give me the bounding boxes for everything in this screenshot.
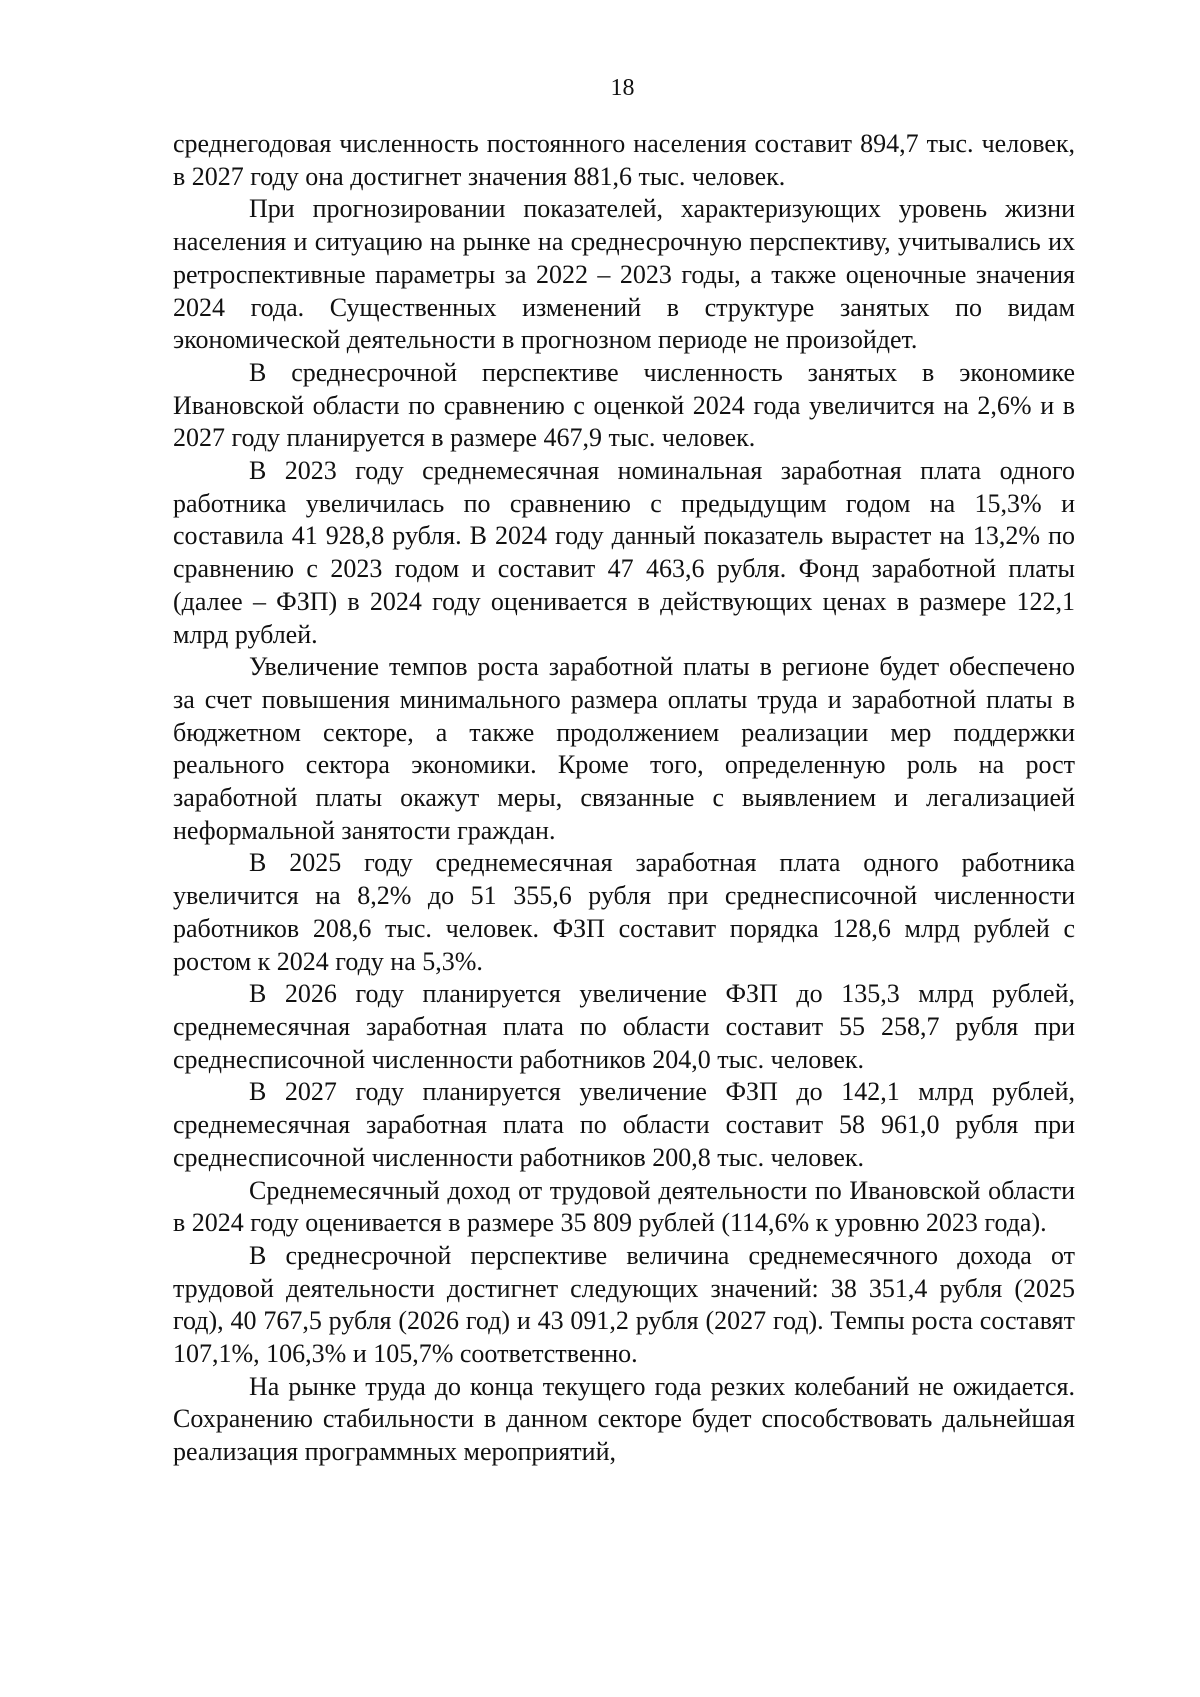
paragraph-wages-2025: В 2025 году среднемесячная заработная плата одного работника увеличится на 8,2% до 51 355,6 рубля при среднесписочной численности работников 208,6 тыс. человек. ФЗП составит порядка 128,6 млрд рублей с ростом к 2024 году на 5,3%.	[173, 848, 1075, 976]
paragraph-labor-market: На рынке труда до конца текущего года резких колебаний не ожидается. Сохранению стабильности в данном секторе будет способствовать дальнейшая реализация программных мероприятий,	[173, 1371, 1075, 1467]
paragraph-labor-income-forecast: В среднесрочной перспективе величина среднемесячного дохода от трудовой деятельности достигнет следующих значений: 38 351,4 рубля (2025 год), 40 767,5 рубля (2026 год) и 43 091,2 рубля (2027 год). Темпы роста составят 107,1%, 106,3% и 105,7% соответственно.	[173, 1240, 1075, 1369]
page-number: 18	[610, 75, 635, 101]
paragraph-wage-growth-factors: Увеличение темпов роста заработной платы в регионе будет обеспечено за счет повышения минимального размера оплаты труда и заработной платы в бюджетном секторе, а также продолжением реализации мер поддержки реального сектора экономики. Кроме того, определенную роль на рост заработной платы окажут меры, связанные с выявлением и легализацией неформальной занятости граждан.	[173, 652, 1075, 845]
document-body	[173, 128, 1075, 1469]
paragraph-labor-income-2024: Среднемесячный доход от трудовой деятельности по Ивановской области в 2024 году оценивается в размере 35 809 рублей (114,6% к уровню 2023 года).	[173, 1175, 1075, 1238]
paragraph-population-continuation: среднегодовая численность постоянного населения составит 894,7 тыс. человек, в 2027 году она достигнет значения 881,6 тыс. человек.	[173, 129, 1075, 191]
paragraph-wages-2027: В 2027 году планируется увеличение ФЗП до 142,1 млрд рублей, среднемесячная заработная плата по области составит 58 961,0 рубля при среднесписочной численности работников 200,8 тыс. человек.	[173, 1077, 1075, 1172]
paragraph-employment: В среднесрочной перспективе численность занятых в экономике Ивановской области по сравнению с оценкой 2024 года увеличится на 2,6% и в 2027 году планируется в размере 467,9 тыс. человек.	[173, 357, 1075, 453]
paragraph-forecasting-indicators: При прогнозировании показателей, характеризующих уровень жизни населения и ситуацию на рынке на среднесрочную перспективу, учитывались их ретроспективные параметры за 2022 – 2023 годы, а также оценочные значения 2024 года. Существенных изменений в структуре занятых по видам экономической деятельности в прогнозном периоде не произойдет.	[173, 194, 1075, 355]
paragraph-wages-2026: В 2026 году планируется увеличение ФЗП до 135,3 млрд рублей, среднемесячная заработная плата по области составит 55 258,7 рубля при среднесписочной численности работников 204,0 тыс. человек.	[173, 979, 1075, 1074]
paragraph-wages-2023-2024: В 2023 году среднемесячная номинальная заработная плата одного работника увеличилась по сравнению с предыдущим годом на 15,3% и составила 41 928,8 рубля. В 2024 году данный показатель вырастет на 13,2% по сравнению с 2023 годом и составит 47 463,6 рубля. Фонд заработной платы (далее – ФЗП) в 2024 году оценивается в действующих ценах в размере 122,1 млрд рублей.	[173, 456, 1075, 649]
